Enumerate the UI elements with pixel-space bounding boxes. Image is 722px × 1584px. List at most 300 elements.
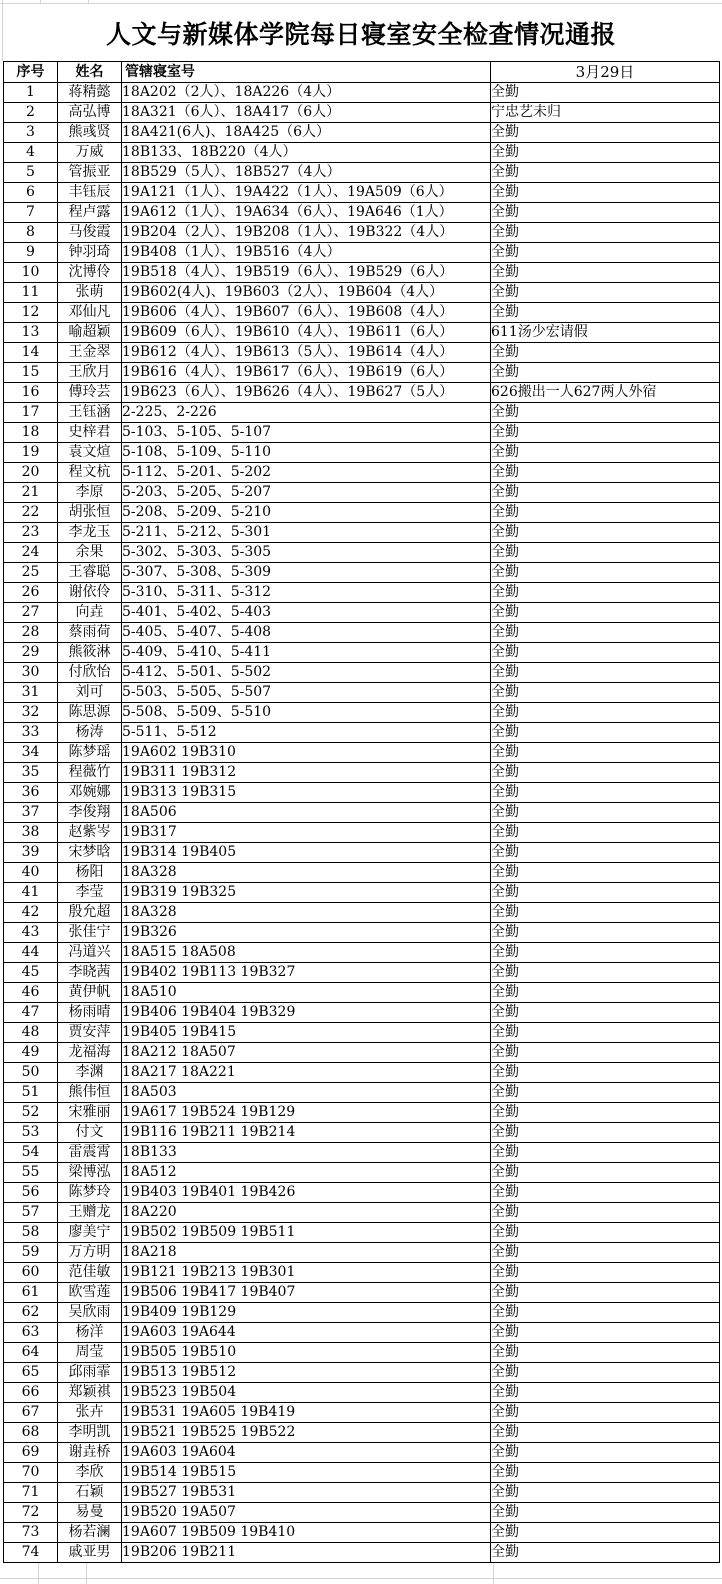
row-index-cell: 30 (4, 663, 58, 683)
name-cell: 史梓君 (58, 423, 122, 443)
table-row (4, 1043, 720, 1063)
name-cell: 沈博伶 (58, 263, 122, 283)
table-row (4, 423, 720, 443)
rooms-cell: 19A617 19B524 19B129 (122, 1103, 491, 1123)
status-cell: 全勤 (491, 1043, 720, 1063)
status-cell: 全勤 (491, 1343, 720, 1363)
table-row (4, 1183, 720, 1203)
status-cell: 全勤 (491, 463, 720, 483)
rooms-cell: 18A218 (122, 1243, 491, 1263)
name-cell: 梁博泓 (58, 1163, 122, 1183)
rooms-cell: 5-503、5-505、5-507 (122, 683, 491, 703)
rooms-cell: 5-401、5-402、5-403 (122, 603, 491, 623)
status-cell: 全勤 (491, 703, 720, 723)
name-cell: 王钰涵 (58, 403, 122, 423)
rooms-cell: 5-112、5-201、5-202 (122, 463, 491, 483)
table-row (4, 823, 720, 843)
rooms-cell: 19B313 19B315 (122, 783, 491, 803)
table-row (4, 183, 720, 203)
status-cell: 全勤 (491, 343, 720, 363)
name-cell: 王睿聪 (58, 563, 122, 583)
rooms-cell: 19B311 19B312 (122, 763, 491, 783)
status-cell: 全勤 (491, 1503, 720, 1523)
row-index-cell: 63 (4, 1323, 58, 1343)
table-row (4, 703, 720, 723)
col-header-rooms: 管辖寝室号 (122, 62, 491, 83)
table-row (4, 303, 720, 323)
gridline-bottom-vertical-3 (493, 1563, 494, 1584)
name-cell: 张佳宁 (58, 923, 122, 943)
table-row (4, 663, 720, 683)
name-cell: 管振亚 (58, 163, 122, 183)
dorm-check-table (3, 61, 720, 1563)
rooms-cell: 5-508、5-509、5-510 (122, 703, 491, 723)
row-index-cell: 53 (4, 1123, 58, 1143)
rooms-cell: 18A515 18A508 (122, 943, 491, 963)
status-cell: 全勤 (491, 603, 720, 623)
rooms-cell: 19B317 (122, 823, 491, 843)
row-index-cell: 3 (4, 123, 58, 143)
status-cell: 全勤 (491, 923, 720, 943)
table-row (4, 623, 720, 643)
row-index-cell: 51 (4, 1083, 58, 1103)
table-row (4, 903, 720, 923)
table-row (4, 1503, 720, 1523)
row-index-cell: 70 (4, 1463, 58, 1483)
table-row (4, 643, 720, 663)
name-cell: 吴欣雨 (58, 1303, 122, 1323)
rooms-cell: 19B531 19A605 19B419 (122, 1403, 491, 1423)
row-index-cell: 61 (4, 1283, 58, 1303)
row-index-cell: 37 (4, 803, 58, 823)
rooms-cell: 19B319 19B325 (122, 883, 491, 903)
row-index-cell: 33 (4, 723, 58, 743)
table-row (4, 803, 720, 823)
rooms-cell: 5-409、5-410、5-411 (122, 643, 491, 663)
name-cell: 李晓茜 (58, 963, 122, 983)
row-index-cell: 13 (4, 323, 58, 343)
table-row (4, 743, 720, 763)
table-row (4, 163, 720, 183)
status-cell: 全勤 (491, 643, 720, 663)
rooms-cell: 19B527 19B531 (122, 1483, 491, 1503)
status-cell: 全勤 (491, 1403, 720, 1423)
rooms-cell: 18A328 (122, 863, 491, 883)
name-cell: 万方明 (58, 1243, 122, 1263)
rooms-cell: 19B406 19B404 19B329 (122, 1003, 491, 1023)
status-cell: 全勤 (491, 1283, 720, 1303)
header-row (4, 62, 720, 83)
name-cell: 殷允超 (58, 903, 122, 923)
name-cell: 赵紫岑 (58, 823, 122, 843)
status-cell: 全勤 (491, 1363, 720, 1383)
name-cell: 杨洋 (58, 1323, 122, 1343)
status-cell: 全勤 (491, 503, 720, 523)
col-header-date: 3月29日 (491, 62, 720, 83)
table-row (4, 383, 720, 403)
status-cell: 全勤 (491, 883, 720, 903)
name-cell: 陈思源 (58, 703, 122, 723)
row-index-cell: 45 (4, 963, 58, 983)
status-cell: 全勤 (491, 1143, 720, 1163)
table-row (4, 763, 720, 783)
row-index-cell: 55 (4, 1163, 58, 1183)
status-cell: 全勤 (491, 1003, 720, 1023)
name-cell: 宋雅丽 (58, 1103, 122, 1123)
name-cell: 马俊霞 (58, 223, 122, 243)
table-row (4, 883, 720, 903)
rooms-cell: 19B520 19A507 (122, 1503, 491, 1523)
name-cell: 万威 (58, 143, 122, 163)
status-cell: 全勤 (491, 563, 720, 583)
name-cell: 易曼 (58, 1503, 122, 1523)
status-cell: 全勤 (491, 1183, 720, 1203)
table-row (4, 1543, 720, 1563)
name-cell: 龙福海 (58, 1043, 122, 1063)
name-cell: 冯道兴 (58, 943, 122, 963)
table-row (4, 1363, 720, 1383)
table-row (4, 1163, 720, 1183)
rooms-cell: 19B623（6人）、19B626（4人）、19B627（5人） (122, 383, 491, 403)
rooms-cell: 18A220 (122, 1203, 491, 1223)
name-cell: 王金翠 (58, 343, 122, 363)
table-row (4, 1223, 720, 1243)
status-cell: 全勤 (491, 663, 720, 683)
name-cell: 杨涛 (58, 723, 122, 743)
status-cell: 全勤 (491, 1483, 720, 1503)
rooms-cell: 5-108、5-109、5-110 (122, 443, 491, 463)
name-cell: 郑颖祺 (58, 1383, 122, 1403)
table-row (4, 83, 720, 103)
row-index-cell: 24 (4, 543, 58, 563)
status-cell: 全勤 (491, 263, 720, 283)
row-index-cell: 28 (4, 623, 58, 643)
row-index-cell: 65 (4, 1363, 58, 1383)
rooms-cell: 19B523 19B504 (122, 1383, 491, 1403)
table-row (4, 443, 720, 463)
row-index-cell: 5 (4, 163, 58, 183)
table-row (4, 1143, 720, 1163)
rooms-cell: 5-307、5-308、5-309 (122, 563, 491, 583)
rooms-cell: 19B518（4人）、19B519（6人）、19B529（6人） (122, 263, 491, 283)
row-index-cell: 4 (4, 143, 58, 163)
status-cell: 全勤 (491, 803, 720, 823)
row-index-cell: 8 (4, 223, 58, 243)
table-row (4, 1103, 720, 1123)
row-index-cell: 27 (4, 603, 58, 623)
rooms-cell: 18A202（2人）、18A226（4人） (122, 83, 491, 103)
rooms-cell: 19B612（4人）、19B613（5人）、19B614（4人） (122, 343, 491, 363)
status-cell: 全勤 (491, 523, 720, 543)
row-index-cell: 32 (4, 703, 58, 723)
row-index-cell: 19 (4, 443, 58, 463)
rooms-cell: 19B609（6人）、19B610（4人）、19B611（6人） (122, 323, 491, 343)
table-row (4, 963, 720, 983)
name-cell: 蔡雨荷 (58, 623, 122, 643)
status-cell: 全勤 (491, 1223, 720, 1243)
name-cell: 黄伊帆 (58, 983, 122, 1003)
name-cell: 李原 (58, 483, 122, 503)
gridline-bottom-vertical-1 (38, 1563, 39, 1584)
table-row (4, 563, 720, 583)
row-index-cell: 44 (4, 943, 58, 963)
status-cell: 宁忠艺未归 (491, 103, 720, 123)
rooms-cell: 19B206 19B211 (122, 1543, 491, 1563)
status-cell: 全勤 (491, 1443, 720, 1463)
status-cell: 全勤 (491, 1383, 720, 1403)
status-cell: 全勤 (491, 83, 720, 103)
name-cell: 邓婉娜 (58, 783, 122, 803)
row-index-cell: 58 (4, 1223, 58, 1243)
table-row (4, 1303, 720, 1323)
status-cell: 全勤 (491, 943, 720, 963)
name-cell: 宋梦晗 (58, 843, 122, 863)
rooms-cell: 18A217 18A221 (122, 1063, 491, 1083)
table-row (4, 983, 720, 1003)
table-row (4, 223, 720, 243)
row-index-cell: 17 (4, 403, 58, 423)
table-row (4, 1483, 720, 1503)
status-cell: 全勤 (491, 683, 720, 703)
rooms-cell: 19B502 19B509 19B511 (122, 1223, 491, 1243)
row-index-cell: 7 (4, 203, 58, 223)
name-cell: 谢依伶 (58, 583, 122, 603)
status-cell: 全勤 (491, 1423, 720, 1443)
rooms-cell: 19B204（2人）、19B208（1人）、19B322（4人） (122, 223, 491, 243)
row-index-cell: 34 (4, 743, 58, 763)
row-index-cell: 57 (4, 1203, 58, 1223)
table-row (4, 503, 720, 523)
table-row (4, 723, 720, 743)
status-cell: 全勤 (491, 443, 720, 463)
status-cell: 全勤 (491, 223, 720, 243)
status-cell: 全勤 (491, 783, 720, 803)
name-cell: 熊筱淋 (58, 643, 122, 663)
rooms-cell: 18B133、18B220（4人） (122, 143, 491, 163)
table-row (4, 483, 720, 503)
status-cell: 全勤 (491, 1263, 720, 1283)
table-row (4, 1283, 720, 1303)
name-cell: 程文杭 (58, 463, 122, 483)
name-cell: 欧雪莲 (58, 1283, 122, 1303)
rooms-cell: 19B514 19B515 (122, 1463, 491, 1483)
table-row (4, 463, 720, 483)
row-index-cell: 60 (4, 1263, 58, 1283)
table-row (4, 343, 720, 363)
row-index-cell: 23 (4, 523, 58, 543)
row-index-cell: 74 (4, 1543, 58, 1563)
rooms-cell: 19B602(4人)、19B603（2人）、19B604（4人） (122, 283, 491, 303)
rooms-cell: 5-412、5-501、5-502 (122, 663, 491, 683)
status-cell: 全勤 (491, 723, 720, 743)
name-cell: 程薇竹 (58, 763, 122, 783)
row-index-cell: 42 (4, 903, 58, 923)
status-cell: 全勤 (491, 1243, 720, 1263)
rooms-cell: 19A603 19A604 (122, 1443, 491, 1463)
name-cell: 余果 (58, 543, 122, 563)
row-index-cell: 46 (4, 983, 58, 1003)
table-row (4, 1083, 720, 1103)
table-row (4, 783, 720, 803)
name-cell: 丰钰辰 (58, 183, 122, 203)
rooms-cell: 18A510 (122, 983, 491, 1003)
table-row (4, 203, 720, 223)
rooms-cell: 19A603 19A644 (122, 1323, 491, 1343)
table-row (4, 1443, 720, 1463)
table-row (4, 1263, 720, 1283)
name-cell: 王欣月 (58, 363, 122, 383)
status-cell: 全勤 (491, 1123, 720, 1143)
name-cell: 付欣怡 (58, 663, 122, 683)
name-cell: 袁文煊 (58, 443, 122, 463)
table-row (4, 1003, 720, 1023)
table-row (4, 683, 720, 703)
rooms-cell: 18A328 (122, 903, 491, 923)
table-row (4, 323, 720, 343)
name-cell: 胡张恒 (58, 503, 122, 523)
rooms-cell: 19B326 (122, 923, 491, 943)
status-cell: 全勤 (491, 303, 720, 323)
name-cell: 钟羽琦 (58, 243, 122, 263)
row-index-cell: 47 (4, 1003, 58, 1023)
status-cell: 全勤 (491, 363, 720, 383)
name-cell: 王赠龙 (58, 1203, 122, 1223)
name-cell: 戚亚男 (58, 1543, 122, 1563)
rooms-cell: 19B408（1人）、19B516（4人） (122, 243, 491, 263)
gridline-left-vertical (2, 0, 3, 61)
status-cell: 全勤 (491, 823, 720, 843)
rooms-cell: 19B403 19B401 19B426 (122, 1183, 491, 1203)
status-cell: 全勤 (491, 283, 720, 303)
status-cell: 全勤 (491, 1303, 720, 1323)
row-index-cell: 39 (4, 843, 58, 863)
name-cell: 邱雨霏 (58, 1363, 122, 1383)
table-row (4, 1063, 720, 1083)
status-cell: 611汤少宏请假 (491, 323, 720, 343)
name-cell: 杨若澜 (58, 1523, 122, 1543)
table-row (4, 363, 720, 383)
rooms-cell: 19B606（4人）、19B607（6人）、19B608（4人） (122, 303, 491, 323)
row-index-cell: 1 (4, 83, 58, 103)
name-cell: 高弘博 (58, 103, 122, 123)
name-cell: 蒋精懿 (58, 83, 122, 103)
rooms-cell: 19B513 19B512 (122, 1363, 491, 1383)
status-cell: 全勤 (491, 1523, 720, 1543)
status-cell: 全勤 (491, 623, 720, 643)
name-cell: 廖美宁 (58, 1223, 122, 1243)
rooms-cell: 5-511、5-512 (122, 723, 491, 743)
status-cell: 全勤 (491, 963, 720, 983)
table-row (4, 283, 720, 303)
status-cell: 全勤 (491, 763, 720, 783)
col-header-name: 姓名 (58, 62, 122, 83)
name-cell: 周莹 (58, 1343, 122, 1363)
table-row (4, 923, 720, 943)
name-cell: 陈梦玲 (58, 1183, 122, 1203)
status-cell: 全勤 (491, 583, 720, 603)
table-row (4, 1523, 720, 1543)
rooms-cell: 19B116 19B211 19B214 (122, 1123, 491, 1143)
rooms-cell: 5-203、5-205、5-207 (122, 483, 491, 503)
col-header-index: 序号 (4, 62, 58, 83)
rooms-cell: 5-405、5-407、5-408 (122, 623, 491, 643)
rooms-cell: 19B616（4人）、19B617（6人）、19B619（6人） (122, 363, 491, 383)
name-cell: 李欣 (58, 1463, 122, 1483)
status-cell: 全勤 (491, 743, 720, 763)
row-index-cell: 71 (4, 1483, 58, 1503)
table-row (4, 1203, 720, 1223)
name-cell: 付文 (58, 1123, 122, 1143)
row-index-cell: 22 (4, 503, 58, 523)
name-cell: 李莹 (58, 883, 122, 903)
row-index-cell: 2 (4, 103, 58, 123)
row-index-cell: 11 (4, 283, 58, 303)
name-cell: 谢垚桥 (58, 1443, 122, 1463)
status-cell: 全勤 (491, 903, 720, 923)
table-row (4, 1123, 720, 1143)
rooms-cell: 18B133 (122, 1143, 491, 1163)
table-row (4, 403, 720, 423)
table-row (4, 1243, 720, 1263)
row-index-cell: 36 (4, 783, 58, 803)
status-cell: 全勤 (491, 1463, 720, 1483)
rooms-cell: 19B505 19B510 (122, 1343, 491, 1363)
row-index-cell: 40 (4, 863, 58, 883)
status-cell: 全勤 (491, 543, 720, 563)
row-index-cell: 21 (4, 483, 58, 503)
row-index-cell: 59 (4, 1243, 58, 1263)
table-row (4, 1023, 720, 1043)
rooms-cell: 18A512 (122, 1163, 491, 1183)
table-row (4, 523, 720, 543)
status-cell: 全勤 (491, 1063, 720, 1083)
table-row (4, 943, 720, 963)
name-cell: 范佳敏 (58, 1263, 122, 1283)
table-row (4, 1463, 720, 1483)
table-row (4, 543, 720, 563)
name-cell: 李明凯 (58, 1423, 122, 1443)
rooms-cell: 18A212 18A507 (122, 1043, 491, 1063)
table-row (4, 863, 720, 883)
row-index-cell: 26 (4, 583, 58, 603)
name-cell: 熊彧贤 (58, 123, 122, 143)
rooms-cell: 18A506 (122, 803, 491, 823)
rooms-cell: 19B405 19B415 (122, 1023, 491, 1043)
name-cell: 熊伟恒 (58, 1083, 122, 1103)
rooms-cell: 19A612（1人）、19A634（6人）、19A646（1人） (122, 203, 491, 223)
rooms-cell: 18B529（5人）、18B527（4人） (122, 163, 491, 183)
row-index-cell: 72 (4, 1503, 58, 1523)
status-cell: 全勤 (491, 483, 720, 503)
row-index-cell: 29 (4, 643, 58, 663)
row-index-cell: 62 (4, 1303, 58, 1323)
status-cell: 全勤 (491, 843, 720, 863)
status-cell: 全勤 (491, 983, 720, 1003)
name-cell: 邓仙凡 (58, 303, 122, 323)
name-cell: 贾安萍 (58, 1023, 122, 1043)
rooms-cell: 18A321（6人）、18A417（6人） (122, 103, 491, 123)
row-index-cell: 35 (4, 763, 58, 783)
row-index-cell: 68 (4, 1423, 58, 1443)
rooms-cell: 5-211、5-212、5-301 (122, 523, 491, 543)
name-cell: 向垚 (58, 603, 122, 623)
rooms-cell: 18A421(6人)、18A425（6人） (122, 123, 491, 143)
name-cell: 李俊翔 (58, 803, 122, 823)
row-index-cell: 9 (4, 243, 58, 263)
name-cell: 陈梦瑶 (58, 743, 122, 763)
report-title: 人文与新媒体学院每日寝室安全检查情况通报 (4, 4, 718, 61)
row-index-cell: 6 (4, 183, 58, 203)
